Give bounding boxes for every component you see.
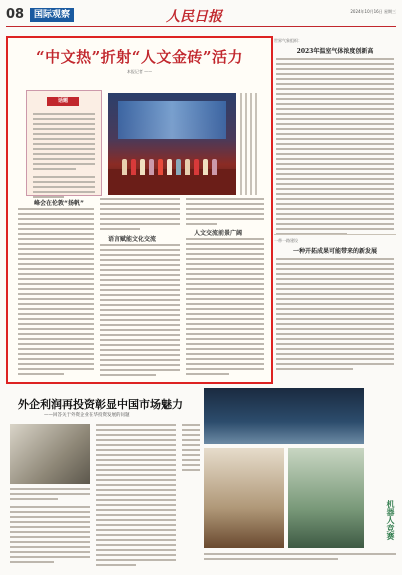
masthead-logo: 人民日报 xyxy=(166,9,222,25)
stage-screen xyxy=(118,101,226,139)
feature-article xyxy=(6,36,273,384)
column-2-text-b xyxy=(100,244,180,379)
article2-title: 一种开拓成果可能带来的新发展 xyxy=(292,248,377,255)
feature-byline: 本报记者 —— xyxy=(126,69,153,74)
robot-competition-label: 机器人竞赛 xyxy=(386,500,395,540)
article1-title: 2023年温室气体浓度创新高 xyxy=(296,48,374,55)
sidebar-text xyxy=(33,113,95,201)
article1-kicker: 世界气象组织： xyxy=(274,38,302,43)
subhead-1: 峰会在伦敦“扬帆” xyxy=(34,200,84,207)
bottom-photo-3 xyxy=(204,448,284,548)
article2-text xyxy=(276,258,394,373)
page-header xyxy=(6,4,396,27)
section-name: 国际观察 xyxy=(30,8,74,22)
right-column xyxy=(274,36,396,376)
sidebar-tag: 话题 xyxy=(47,97,79,106)
subhead-2: 语言赋能文化交流 xyxy=(108,236,157,243)
date-info: 2024年10月16日 星期三 xyxy=(350,9,396,14)
bottom-photo-2 xyxy=(204,388,364,444)
column-1-text xyxy=(18,208,94,378)
subhead-3: 人文交流前景广阔 xyxy=(194,230,243,237)
feature-headline: “中文热”折射“人文金砖”活力 xyxy=(35,48,243,66)
bottom-col-2-text xyxy=(96,424,176,569)
bottom-col-3-text xyxy=(182,424,200,474)
bottom-photo-caption xyxy=(204,553,396,565)
column-3-text-b xyxy=(186,238,264,378)
bottom-photo-1 xyxy=(10,424,90,484)
feature-photo xyxy=(108,93,236,195)
bottom-photo-4 xyxy=(288,448,364,548)
bottom-photo-1-caption xyxy=(10,488,90,503)
sidebar-box xyxy=(26,90,102,196)
article1-text xyxy=(276,58,394,238)
bottom-headline: 外企利润再投资彰显中国市场魅力 xyxy=(18,398,183,411)
performers xyxy=(118,145,226,175)
section-number: 08 xyxy=(6,7,25,22)
column-2-text-a xyxy=(100,198,180,233)
article2-kicker: 一带一路建设 xyxy=(274,238,298,243)
column-3-text-a xyxy=(186,198,264,228)
bottom-col-1-text xyxy=(10,506,90,566)
bottom-subhead: ——回答关于外资企业在华投资发展的问题 xyxy=(44,413,130,418)
photo-caption xyxy=(240,93,264,195)
column-divider xyxy=(274,234,396,235)
